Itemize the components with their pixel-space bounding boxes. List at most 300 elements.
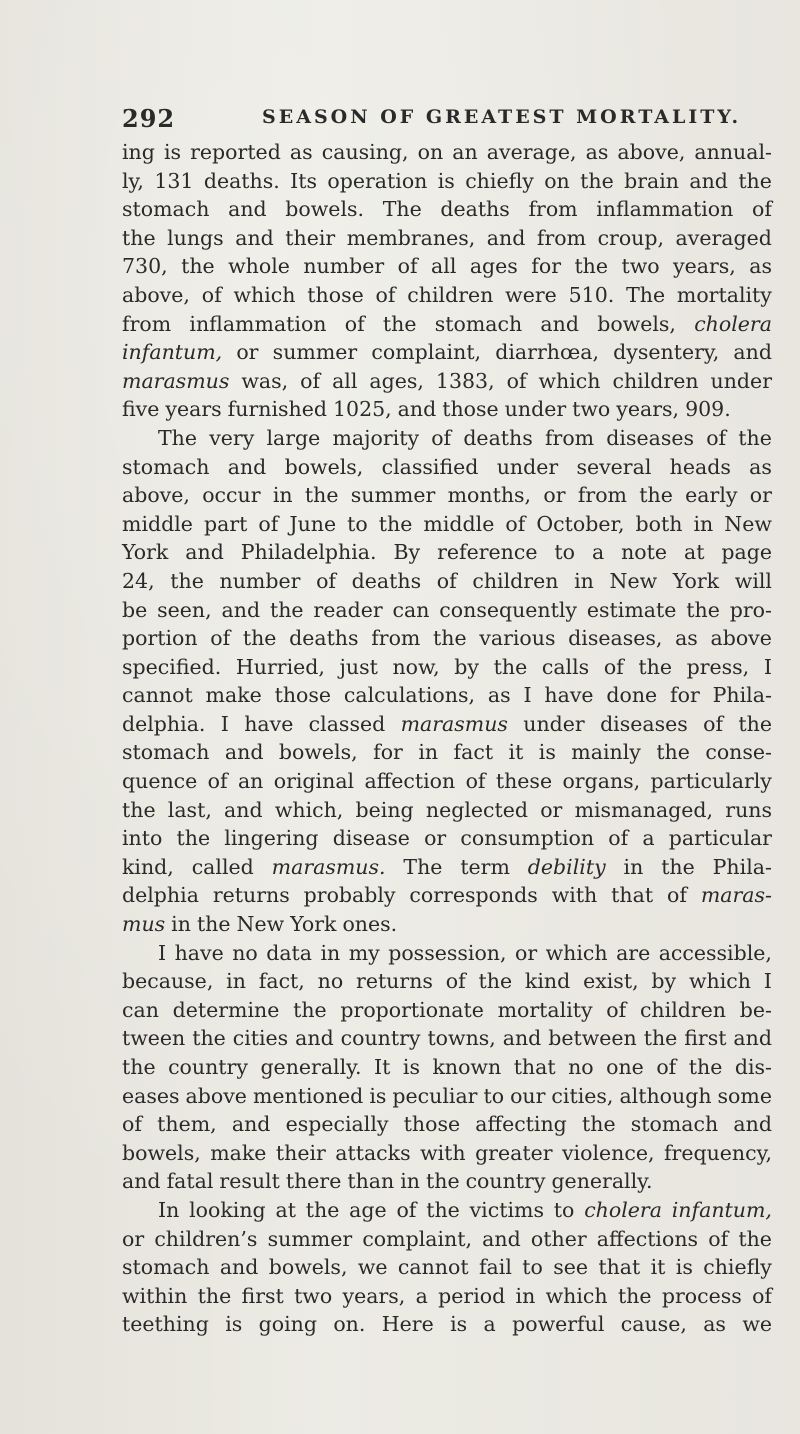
word: ly, <box>122 168 144 193</box>
word: Its <box>290 168 318 193</box>
text-line <box>122 996 772 1025</box>
word: cannot <box>397 1255 469 1280</box>
text-line <box>122 1225 772 1254</box>
word: result <box>219 1169 280 1194</box>
word: a <box>483 1312 496 1337</box>
word: reference <box>437 540 538 565</box>
text-line <box>122 367 772 396</box>
word: of <box>436 568 457 593</box>
word: cities, <box>551 1083 614 1108</box>
word: from <box>371 626 421 651</box>
word: have <box>244 711 294 736</box>
word: deaths <box>463 425 533 450</box>
word: of <box>506 368 527 393</box>
text-line <box>122 1282 772 1311</box>
word: especially <box>285 1112 389 1137</box>
word: from <box>528 197 578 222</box>
word: the <box>582 1112 616 1137</box>
word: number <box>219 568 301 593</box>
word: The <box>158 425 198 450</box>
word: as <box>289 140 313 164</box>
word: make <box>210 1140 267 1165</box>
word: the <box>242 626 277 651</box>
word: summer <box>272 340 358 365</box>
word: chiefly <box>703 1255 772 1280</box>
text-line <box>122 510 772 539</box>
word: particular <box>668 826 772 851</box>
word: my <box>348 940 380 965</box>
word: of <box>445 969 466 994</box>
word: note <box>621 540 668 565</box>
text-line <box>122 567 772 596</box>
text-line <box>122 224 772 253</box>
word: and <box>733 340 772 365</box>
word: bowels, <box>284 454 364 479</box>
word: part <box>203 511 248 536</box>
word: no <box>317 969 344 994</box>
word: which <box>538 368 601 393</box>
word: be <box>122 597 148 622</box>
word: By <box>393 540 421 565</box>
word: mismanaged, <box>574 797 714 822</box>
word: delphia <box>122 883 199 908</box>
word: is <box>675 1255 693 1280</box>
word: all <box>431 254 457 279</box>
word: attacks <box>335 1140 411 1165</box>
word: the <box>197 1283 232 1308</box>
word: and <box>224 740 264 765</box>
text-line <box>122 653 772 682</box>
word: possession, <box>388 940 507 965</box>
word: complaint, <box>362 1226 472 1251</box>
word: determine <box>172 997 280 1022</box>
word: seen, <box>157 597 212 622</box>
word: affection <box>364 769 456 794</box>
word: affecting <box>475 1112 567 1137</box>
word: the <box>122 225 156 250</box>
word: and <box>540 311 579 336</box>
word: children <box>407 282 494 307</box>
word: York <box>290 912 337 937</box>
word: mentioned <box>252 1083 364 1108</box>
word: in <box>272 483 293 508</box>
word: have <box>544 683 594 708</box>
word: can <box>392 597 430 622</box>
word: both <box>635 511 683 536</box>
text-line <box>122 710 772 739</box>
word: being <box>355 797 414 822</box>
word: because, <box>122 969 214 994</box>
word: is <box>402 1055 420 1079</box>
word: fact, <box>258 969 305 994</box>
word: victims <box>469 1197 544 1222</box>
word: towns, <box>427 1026 496 1051</box>
word: classed <box>308 711 386 736</box>
word: original <box>273 769 355 794</box>
word: by <box>454 654 480 679</box>
text-line <box>122 310 772 339</box>
word: the <box>181 254 215 279</box>
word: The <box>382 197 422 222</box>
word: accessible, <box>658 940 772 965</box>
word: bowels, <box>268 1255 348 1280</box>
word: these <box>495 769 553 794</box>
text-line <box>122 881 772 910</box>
word: kind <box>524 969 571 994</box>
word: is <box>437 168 455 193</box>
word: of <box>201 282 222 307</box>
word: see <box>553 1255 588 1280</box>
text-line <box>122 1024 772 1053</box>
word: brain <box>624 168 679 193</box>
word: runs <box>725 797 772 822</box>
word: dis- <box>734 1055 772 1079</box>
word: it <box>650 1255 666 1280</box>
word: calls <box>541 654 590 679</box>
word: marasmus. <box>271 854 386 879</box>
word: of <box>207 769 228 794</box>
word: Phila- <box>712 854 772 879</box>
word: and <box>228 197 267 222</box>
word: we <box>742 1312 772 1337</box>
word: summer <box>267 1226 353 1251</box>
word: the <box>170 568 204 593</box>
word: or <box>540 797 563 822</box>
word: first <box>684 1026 727 1051</box>
word: the <box>638 654 672 679</box>
word: of <box>316 568 336 593</box>
word: and <box>295 1026 334 1051</box>
text-line <box>122 1139 772 1168</box>
word: returns <box>356 969 433 994</box>
word: causing, <box>321 140 409 164</box>
word: Here <box>381 1312 434 1337</box>
text-line <box>122 910 772 939</box>
word: 510. <box>568 282 615 307</box>
word: of <box>608 826 629 851</box>
word: into <box>122 826 163 851</box>
word: of <box>210 626 231 651</box>
text-line <box>122 1082 772 1111</box>
word: and <box>185 540 224 565</box>
word: stomach <box>122 740 210 765</box>
word: quence <box>122 769 198 794</box>
word: and <box>502 1026 542 1051</box>
text-line <box>122 596 772 625</box>
text-line <box>122 1053 772 1082</box>
word: the <box>305 1197 340 1222</box>
word: stomach <box>434 311 523 336</box>
word: a <box>591 540 605 565</box>
word: within <box>122 1283 188 1308</box>
word: press, <box>686 654 750 679</box>
word: to <box>483 1083 505 1108</box>
word: years, <box>673 254 736 279</box>
word: as <box>703 1312 726 1337</box>
word: the <box>426 1169 460 1194</box>
word: and <box>486 225 526 250</box>
word: of <box>375 282 396 307</box>
word: for <box>531 254 561 279</box>
word: 909. <box>685 397 731 422</box>
word: in <box>574 568 594 593</box>
word: the <box>738 425 772 450</box>
word: occur <box>202 483 261 508</box>
word: powerful <box>512 1312 605 1337</box>
word: middle <box>423 511 495 536</box>
word: October, <box>536 511 625 536</box>
word: organs, <box>562 769 641 794</box>
text-line <box>122 767 772 796</box>
word: as <box>675 626 698 651</box>
text-line <box>122 1167 772 1196</box>
word: large <box>266 425 321 450</box>
word: of <box>603 654 624 679</box>
word: number <box>303 254 385 279</box>
word: disease <box>332 826 410 851</box>
word: proportionate <box>340 997 484 1022</box>
word: of <box>396 1197 417 1222</box>
word: although <box>619 1083 712 1108</box>
word: an <box>237 769 264 794</box>
word: were <box>505 282 557 307</box>
word: for <box>373 740 403 765</box>
word: specified. <box>122 654 222 679</box>
word: and <box>227 454 267 479</box>
word: our <box>510 1083 546 1108</box>
word: or <box>236 340 259 365</box>
word: of <box>706 425 727 450</box>
word: deaths. <box>203 168 280 193</box>
word: which <box>545 1283 608 1308</box>
word: lingering <box>224 826 319 851</box>
word: summer <box>350 483 436 508</box>
word: diseases, <box>568 626 663 651</box>
word: there <box>285 1169 342 1194</box>
word: to <box>347 511 368 536</box>
word: children <box>472 568 559 593</box>
text-line <box>122 338 772 367</box>
word: in <box>623 854 644 879</box>
word: annual- <box>694 140 772 164</box>
body-text <box>122 138 772 1339</box>
word: deaths <box>440 197 510 222</box>
word: maras- <box>700 883 772 908</box>
word: is <box>225 1312 243 1337</box>
word: the <box>378 511 413 536</box>
word: mainly <box>571 740 641 765</box>
word: diseases <box>600 711 688 736</box>
word: of <box>666 883 687 908</box>
word: and <box>397 397 437 422</box>
word: I <box>763 654 772 679</box>
word: The <box>626 282 666 307</box>
word: on <box>544 168 570 193</box>
word: returns <box>212 883 290 908</box>
word: the <box>580 168 614 193</box>
word: in <box>418 740 439 765</box>
word: the <box>382 311 417 336</box>
word: or <box>424 826 447 851</box>
word: ages <box>469 254 518 279</box>
word: deaths <box>289 626 359 651</box>
text-line <box>122 738 772 767</box>
word: the <box>686 597 720 622</box>
word: and <box>733 1112 772 1137</box>
text-line <box>122 624 772 653</box>
word: inflammation <box>596 197 734 222</box>
word: middle <box>122 511 193 536</box>
word: we <box>357 1255 388 1280</box>
word: data <box>266 940 313 965</box>
text-line <box>122 853 772 882</box>
text-line <box>122 281 772 310</box>
word: generally. <box>551 1169 653 1194</box>
word: New <box>236 912 285 937</box>
word: months, <box>447 483 532 508</box>
text-line <box>122 796 772 825</box>
word: with <box>551 883 598 908</box>
word: from <box>536 225 587 250</box>
word: and <box>482 1226 521 1251</box>
word: croup, <box>597 225 665 250</box>
running-head: SEASON OF GREATEST MORTALITY. <box>262 106 742 128</box>
word: years, <box>342 1283 406 1308</box>
word: portion <box>122 626 198 651</box>
word: which <box>233 282 296 307</box>
text-line <box>122 395 772 424</box>
word: very <box>209 425 255 450</box>
word: peculiar <box>392 1083 478 1108</box>
word: by <box>651 969 677 994</box>
word: country <box>340 1026 421 1051</box>
word: the <box>643 1026 678 1051</box>
word: 1025, <box>332 397 392 422</box>
word: children <box>612 368 699 393</box>
word: York <box>672 568 720 593</box>
word: neglected <box>425 797 528 822</box>
word: be- <box>739 997 772 1022</box>
word: which, <box>274 797 344 822</box>
text-line <box>122 195 772 224</box>
text-line <box>122 481 772 510</box>
text-line <box>122 939 772 968</box>
word: in <box>226 969 246 994</box>
word: from <box>544 425 595 450</box>
word: bowels, <box>122 1140 201 1165</box>
word: debility <box>527 854 606 879</box>
word: from <box>122 311 172 336</box>
word: at <box>275 1197 296 1222</box>
word: of <box>656 1055 677 1079</box>
word: and <box>231 1112 271 1137</box>
word: page <box>721 540 772 565</box>
word: inflammation <box>189 311 327 336</box>
word: June <box>289 511 337 536</box>
text-line <box>122 1253 772 1282</box>
word: children <box>639 997 727 1022</box>
word: the <box>478 969 513 994</box>
word: their <box>285 225 336 250</box>
word: age <box>349 1197 387 1222</box>
page-number: 292 <box>122 104 176 133</box>
word: deaths <box>351 568 422 593</box>
word: can <box>122 997 159 1022</box>
word: or <box>122 1226 145 1251</box>
word: tween <box>122 1026 186 1051</box>
word: majority <box>332 425 420 450</box>
word: the <box>122 1055 156 1079</box>
word: teething <box>122 1312 209 1337</box>
word: all <box>332 368 358 393</box>
word: as <box>487 683 511 708</box>
word: in <box>171 912 191 937</box>
word: of <box>122 1112 142 1137</box>
word: lungs <box>167 225 224 250</box>
text-line <box>122 824 772 853</box>
word: Hurried, <box>235 654 325 679</box>
word: exist, <box>583 969 639 994</box>
word: New <box>724 511 772 536</box>
word: on. <box>333 1312 366 1337</box>
word: above, <box>122 282 190 307</box>
word: cities <box>232 1026 289 1051</box>
text-line <box>122 252 772 281</box>
word: bowels, <box>597 311 676 336</box>
word: above <box>710 626 772 651</box>
word: a <box>415 1283 428 1308</box>
word: 24, <box>122 568 155 593</box>
word: years <box>165 397 222 422</box>
word: and <box>219 1255 259 1280</box>
word: known <box>432 1055 502 1079</box>
word: between <box>548 1026 637 1051</box>
word: chiefly <box>465 168 534 193</box>
word: to <box>554 540 575 565</box>
word: membranes, <box>346 225 476 250</box>
text-line <box>122 1196 772 1225</box>
word: the <box>196 912 231 937</box>
word: are <box>616 940 651 965</box>
word: dysentery, <box>613 340 720 365</box>
word: of <box>606 997 627 1022</box>
word: cholera <box>584 1197 662 1222</box>
word: average, <box>486 140 577 164</box>
word: is <box>163 140 182 164</box>
word: In <box>158 1197 180 1222</box>
word: was, <box>241 368 289 393</box>
word: frequency, <box>663 1140 772 1165</box>
word: and <box>733 1026 772 1051</box>
word: for <box>670 683 700 708</box>
word: mus <box>122 912 166 937</box>
word: stomach <box>122 197 210 222</box>
word: probably <box>303 883 396 908</box>
word: those <box>403 1112 461 1137</box>
word: It <box>374 1055 391 1079</box>
word: furnished <box>227 397 327 422</box>
word: no <box>568 1055 594 1079</box>
word: country <box>465 1169 546 1194</box>
word: just <box>339 654 378 679</box>
word: violence, <box>561 1140 655 1165</box>
word: operation <box>327 168 428 193</box>
word: of <box>431 425 452 450</box>
word: a <box>642 826 655 851</box>
word: several <box>576 454 652 479</box>
word: those <box>274 683 332 708</box>
word: first <box>241 1283 284 1308</box>
